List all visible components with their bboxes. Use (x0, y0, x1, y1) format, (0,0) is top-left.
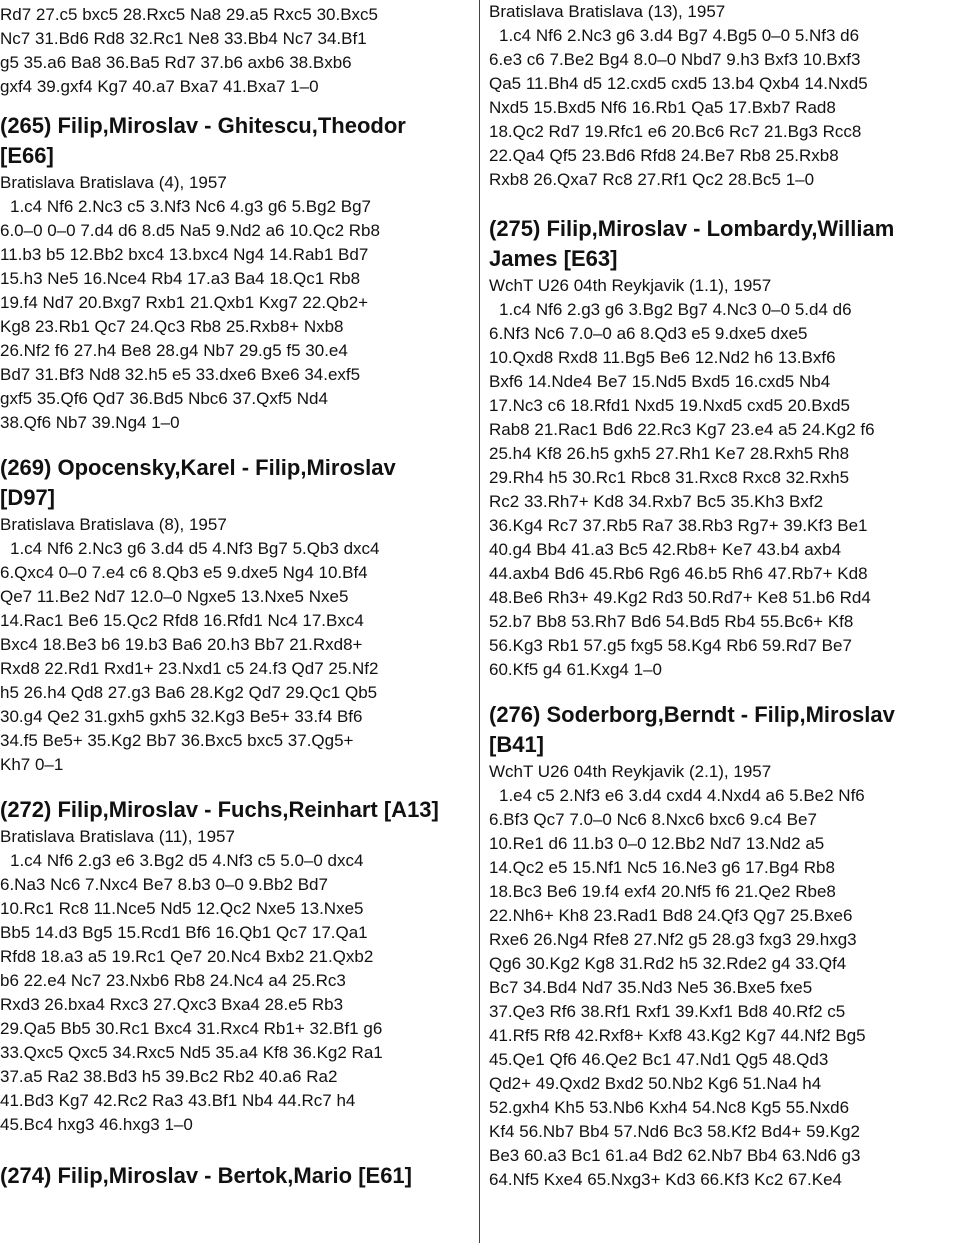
game-event: Bratislava Bratislava (4), 1957 (0, 173, 227, 192)
move-line: Bd7 31.Bf3 Nd8 32.h5 e5 33.dxe6 Bxe6 34.exf5 (0, 365, 361, 384)
move-line: 1.c4 Nf6 2.Nc3 g6 3.d4 Bg7 4.Bg5 0–0 5.Nf3 d6 (499, 26, 860, 45)
move-line: Rab8 21.Rac1 Bd6 22.Rc3 Kg7 23.e4 a5 24.Kg2 f6 (489, 420, 875, 439)
game-heading: (272) Filip,Miroslav - Fuchs,Reinhart [A13] (0, 797, 439, 822)
move-line: Nxd5 15.Bxd5 Nf6 16.Rb1 Qa5 17.Bxb7 Rad8 (489, 98, 836, 117)
move-line: 22.Nh6+ Kh8 23.Rad1 Bd8 24.Qf3 Qg7 25.Bxe6 (489, 906, 853, 925)
move-line: 60.Kf5 g4 61.Kxg4 1–0 (489, 660, 662, 679)
continuation-block (489, 0, 957, 192)
move-line: 34.f5 Be5+ 35.Kg2 Bb7 36.Bxc5 bxc5 37.Qg5+ (0, 731, 354, 750)
move-line: Qa5 11.Bh4 d5 12.cxd5 cxd5 13.b4 Qxb4 14.Nxd5 (489, 74, 868, 93)
game-274 (0, 1161, 468, 1191)
move-line: 26.Nf2 f6 27.h4 Be8 28.g4 Nb7 29.g5 f5 30.e4 (0, 341, 348, 360)
move-line: 15.h3 Ne5 16.Nce4 Rb4 17.a3 Ba4 18.Qc1 Rb8 (0, 269, 361, 288)
move-line: 45.Bc4 hxg3 46.hxg3 1–0 (0, 1115, 193, 1134)
move-line: 64.Nf5 Kxe4 65.Nxg3+ Kd3 66.Kf3 Kc2 67.Ke4 (489, 1170, 842, 1189)
move-line: Qe7 11.Be2 Nd7 12.0–0 Ngxe5 13.Nxe5 Nxe5 (0, 587, 349, 606)
move-line: 52.gxh4 Kh5 53.Nb6 Kxh4 54.Nc8 Kg5 55.Nxd6 (489, 1098, 850, 1117)
move-line: 14.Rac1 Be6 15.Qc2 Rfd8 16.Rfd1 Nc4 17.Bxc4 (0, 611, 364, 630)
move-line: gxf5 35.Qf6 Qd7 36.Bd5 Nbc6 37.Qxf5 Nd4 (0, 389, 328, 408)
game-event: Bratislava Bratislava (13), 1957 (489, 2, 726, 21)
move-line: 10.Re1 d6 11.b3 0–0 12.Bb2 Nd7 13.Nd2 a5 (489, 834, 825, 853)
move-line: 14.Qc2 e5 15.Nf1 Nc5 16.Ne3 g6 17.Bg4 Rb8 (489, 858, 835, 877)
move-line: 40.g4 Bb4 41.a3 Bc5 42.Rb8+ Ke7 43.b4 axb4 (489, 540, 842, 559)
move-line: 10.Rc1 Rc8 11.Nce5 Nd5 12.Qc2 Nxe5 13.Nxe5 (0, 899, 364, 918)
move-line: 1.e4 c5 2.Nf3 e6 3.d4 cxd4 4.Nxd4 a6 5.Be2 Nf6 (499, 786, 865, 805)
game-heading: [B41] (489, 732, 545, 757)
game-event: Bratislava Bratislava (8), 1957 (0, 515, 227, 534)
move-line: 22.Qa4 Qf5 23.Bd6 Rfd8 24.Be7 Rb8 25.Rxb8 (489, 146, 839, 165)
move-line: Rd7 27.c5 bxc5 28.Rxc5 Na8 29.a5 Rxc5 30.Bxc5 (0, 5, 378, 24)
move-line: 44.axb4 Bd6 45.Rb6 Rg6 46.b5 Rh6 47.Rb7+ Kd8 (489, 564, 868, 583)
game-event: WchT U26 04th Reykjavik (2.1), 1957 (489, 762, 772, 781)
game-heading: (265) Filip,Miroslav - Ghitescu,Theodor (0, 113, 406, 138)
move-line: gxf4 39.gxf4 Kg7 40.a7 Bxa7 41.Bxa7 1–0 (0, 77, 319, 96)
move-line: 17.Nc3 c6 18.Rfd1 Nxd5 19.Nxd5 cxd5 20.Bxd5 (489, 396, 850, 415)
move-line: Rxd3 26.bxa4 Rxc3 27.Qxc3 Bxa4 28.e5 Rb3 (0, 995, 344, 1014)
move-line: g5 35.a6 Ba8 36.Ba5 Rd7 37.b6 axb6 38.Bxb6 (0, 53, 352, 72)
game-heading: (275) Filip,Miroslav - Lombardy,William (489, 216, 895, 241)
move-line: 1.c4 Nf6 2.Nc3 g6 3.d4 d5 4.Nf3 Bg7 5.Qb3 dxc4 (10, 539, 380, 558)
move-line: 6.Bf3 Qc7 7.0–0 Nc6 8.Nxc6 bxc6 9.c4 Be7 (489, 810, 817, 829)
move-line: 41.Bd3 Kg7 42.Rc2 Ra3 43.Bf1 Nb4 44.Rc7 h4 (0, 1091, 356, 1110)
move-line: Rfd8 18.a3 a5 19.Rc1 Qe7 20.Nc4 Bxb2 21.Qxb2 (0, 947, 374, 966)
move-line: Rxb8 26.Qxa7 Rc8 27.Rf1 Qc2 28.Bc5 1–0 (489, 170, 815, 189)
move-line: Rc2 33.Rh7+ Kd8 34.Rxb7 Bc5 35.Kh3 Bxf2 (489, 492, 824, 511)
game-275 (489, 214, 957, 682)
move-line: 10.Qxd8 Rxd8 11.Bg5 Be6 12.Nd2 h6 13.Bxf6 (489, 348, 836, 367)
move-line: 18.Qc2 Rd7 19.Rfc1 e6 20.Bc6 Rc7 21.Bg3 Rcc8 (489, 122, 862, 141)
move-line: 36.Kg4 Rc7 37.Rb5 Ra7 38.Rb3 Rg7+ 39.Kf3 Be1 (489, 516, 868, 535)
move-line: 33.Qxc5 Qxc5 34.Rxc5 Nd5 35.a4 Kf8 36.Kg2 Ra1 (0, 1043, 383, 1062)
game-265 (0, 111, 468, 435)
game-heading: (274) Filip,Miroslav - Bertok,Mario [E61] (0, 1163, 412, 1188)
move-line: 29.Rh4 h5 30.Rc1 Rbc8 31.Rxc8 Rxc8 32.Rxh5 (489, 468, 850, 487)
continuation-block (0, 3, 468, 99)
move-line: 37.Qe3 Rf6 38.Rf1 Rxf1 39.Kxf1 Bd8 40.Rf2 c5 (489, 1002, 846, 1021)
game-276 (489, 700, 957, 1192)
move-line: 30.g4 Qe2 31.gxh5 gxh5 32.Kg3 Be5+ 33.f4 Bf6 (0, 707, 363, 726)
move-line: 1.c4 Nf6 2.Nc3 c5 3.Nf3 Nc6 4.g3 g6 5.Bg2 Bg7 (10, 197, 371, 216)
move-line: 56.Kg3 Rb1 57.g5 fxg5 58.Kg4 Rb6 59.Rd7 Be7 (489, 636, 852, 655)
move-line: Rxe6 26.Ng4 Rfe8 27.Nf2 g5 28.g3 fxg3 29.hxg3 (489, 930, 857, 949)
column-divider (479, 0, 480, 1243)
move-line: Qg6 30.Kg2 Kg8 31.Rd2 h5 32.Rde2 g4 33.Qf4 (489, 954, 847, 973)
move-line: Bxc4 18.Be3 b6 19.b3 Ba6 20.h3 Bb7 21.Rxd8+ (0, 635, 363, 654)
move-line: 11.b3 b5 12.Bb2 bxc4 13.bxc4 Ng4 14.Rab1 Bd7 (0, 245, 369, 264)
move-line: 19.f4 Nd7 20.Bxg7 Rxb1 21.Qxb1 Kxg7 22.Qb2+ (0, 293, 369, 312)
game-heading: [D97] (0, 485, 56, 510)
game-272 (0, 795, 468, 1137)
move-line: 6.e3 c6 7.Be2 Bg4 8.0–0 Nbd7 9.h3 Bxf3 10.Bxf3 (489, 50, 861, 69)
move-line: 6.Qxc4 0–0 7.e4 c6 8.Qb3 e5 9.dxe5 Ng4 10.Bf4 (0, 563, 368, 582)
move-line: 1.c4 Nf6 2.g3 g6 3.Bg2 Bg7 4.Nc3 0–0 5.d4 d6 (499, 300, 852, 319)
game-event: WchT U26 04th Reykjavik (1.1), 1957 (489, 276, 772, 295)
move-line: Nc7 31.Bd6 Rd8 32.Rc1 Ne8 33.Bb4 Nc7 34.Bf1 (0, 29, 367, 48)
move-line: Be3 60.a3 Bc1 61.a4 Bd2 62.Nb7 Bb4 63.Nd6 g3 (489, 1146, 861, 1165)
move-line: 52.b7 Bb8 53.Rh7 Bd6 54.Bd5 Rb4 55.Bc6+ Kf8 (489, 612, 854, 631)
left-column (0, 0, 468, 1191)
move-line: 37.a5 Ra2 38.Bd3 h5 39.Bc2 Rb2 40.a6 Ra2 (0, 1067, 338, 1086)
move-line: 25.h4 Kf8 26.h5 gxh5 27.Rh1 Ke7 28.Rxh5 Rh8 (489, 444, 850, 463)
move-line: Bc7 34.Bd4 Nd7 35.Nd3 Ne5 36.Bxe5 fxe5 (489, 978, 813, 997)
game-heading: James [E63] (489, 246, 618, 271)
game-heading: (276) Soderborg,Berndt - Filip,Miroslav (489, 702, 895, 727)
move-line: 48.Be6 Rh3+ 49.Kg2 Rd3 50.Rd7+ Ke8 51.b6 Rd4 (489, 588, 871, 607)
move-line: Bb5 14.d3 Bg5 15.Rcd1 Bf6 16.Qb1 Qc7 17.Qa1 (0, 923, 368, 942)
game-269 (0, 453, 468, 777)
move-line: Qd2+ 49.Qxd2 Bxd2 50.Nb2 Kg6 51.Na4 h4 (489, 1074, 822, 1093)
move-line: Kf4 56.Nb7 Bb4 57.Nd6 Bc3 58.Kf2 Bd4+ 59.Kg2 (489, 1122, 860, 1141)
move-line: Kg8 23.Rb1 Qc7 24.Qc3 Rb8 25.Rxb8+ Nxb8 (0, 317, 344, 336)
move-line: 6.0–0 0–0 7.d4 d6 8.d5 Na5 9.Nd2 a6 10.Qc2 Rb8 (0, 221, 380, 240)
move-line: 41.Rf5 Rf8 42.Rxf8+ Kxf8 43.Kg2 Kg7 44.Nf2 Bg5 (489, 1026, 866, 1045)
move-line: h5 26.h4 Qd8 27.g3 Ba6 28.Kg2 Qd7 29.Qc1 Qb5 (0, 683, 378, 702)
right-column (489, 0, 957, 1192)
move-line: 1.c4 Nf6 2.g3 e6 3.Bg2 d5 4.Nf3 c5 5.0–0 dxc4 (10, 851, 364, 870)
game-heading: (269) Opocensky,Karel - Filip,Miroslav (0, 455, 396, 480)
move-line: 6.Nf3 Nc6 7.0–0 a6 8.Qd3 e5 9.dxe5 dxe5 (489, 324, 808, 343)
move-line: Kh7 0–1 (0, 755, 64, 774)
move-line: b6 22.e4 Nc7 23.Nxb6 Rb8 24.Nc4 a4 25.Rc3 (0, 971, 346, 990)
move-line: Bxf6 14.Nde4 Be7 15.Nd5 Bxd5 16.cxd5 Nb4 (489, 372, 831, 391)
move-line: 45.Qe1 Qf6 46.Qe2 Bc1 47.Nd1 Qg5 48.Qd3 (489, 1050, 829, 1069)
move-line: 6.Na3 Nc6 7.Nxc4 Be7 8.b3 0–0 9.Bb2 Bd7 (0, 875, 328, 894)
move-line: 38.Qf6 Nb7 39.Ng4 1–0 (0, 413, 180, 432)
move-line: Rxd8 22.Rd1 Rxd1+ 23.Nxd1 c5 24.f3 Qd7 25.Nf2 (0, 659, 379, 678)
game-heading: [E66] (0, 143, 54, 168)
move-line: 18.Bc3 Be6 19.f4 exf4 20.Nf5 f6 21.Qe2 Rbe8 (489, 882, 836, 901)
move-line: 29.Qa5 Bb5 30.Rc1 Bxc4 31.Rxc4 Rb1+ 32.Bf1 g6 (0, 1019, 383, 1038)
game-event: Bratislava Bratislava (11), 1957 (0, 827, 235, 846)
